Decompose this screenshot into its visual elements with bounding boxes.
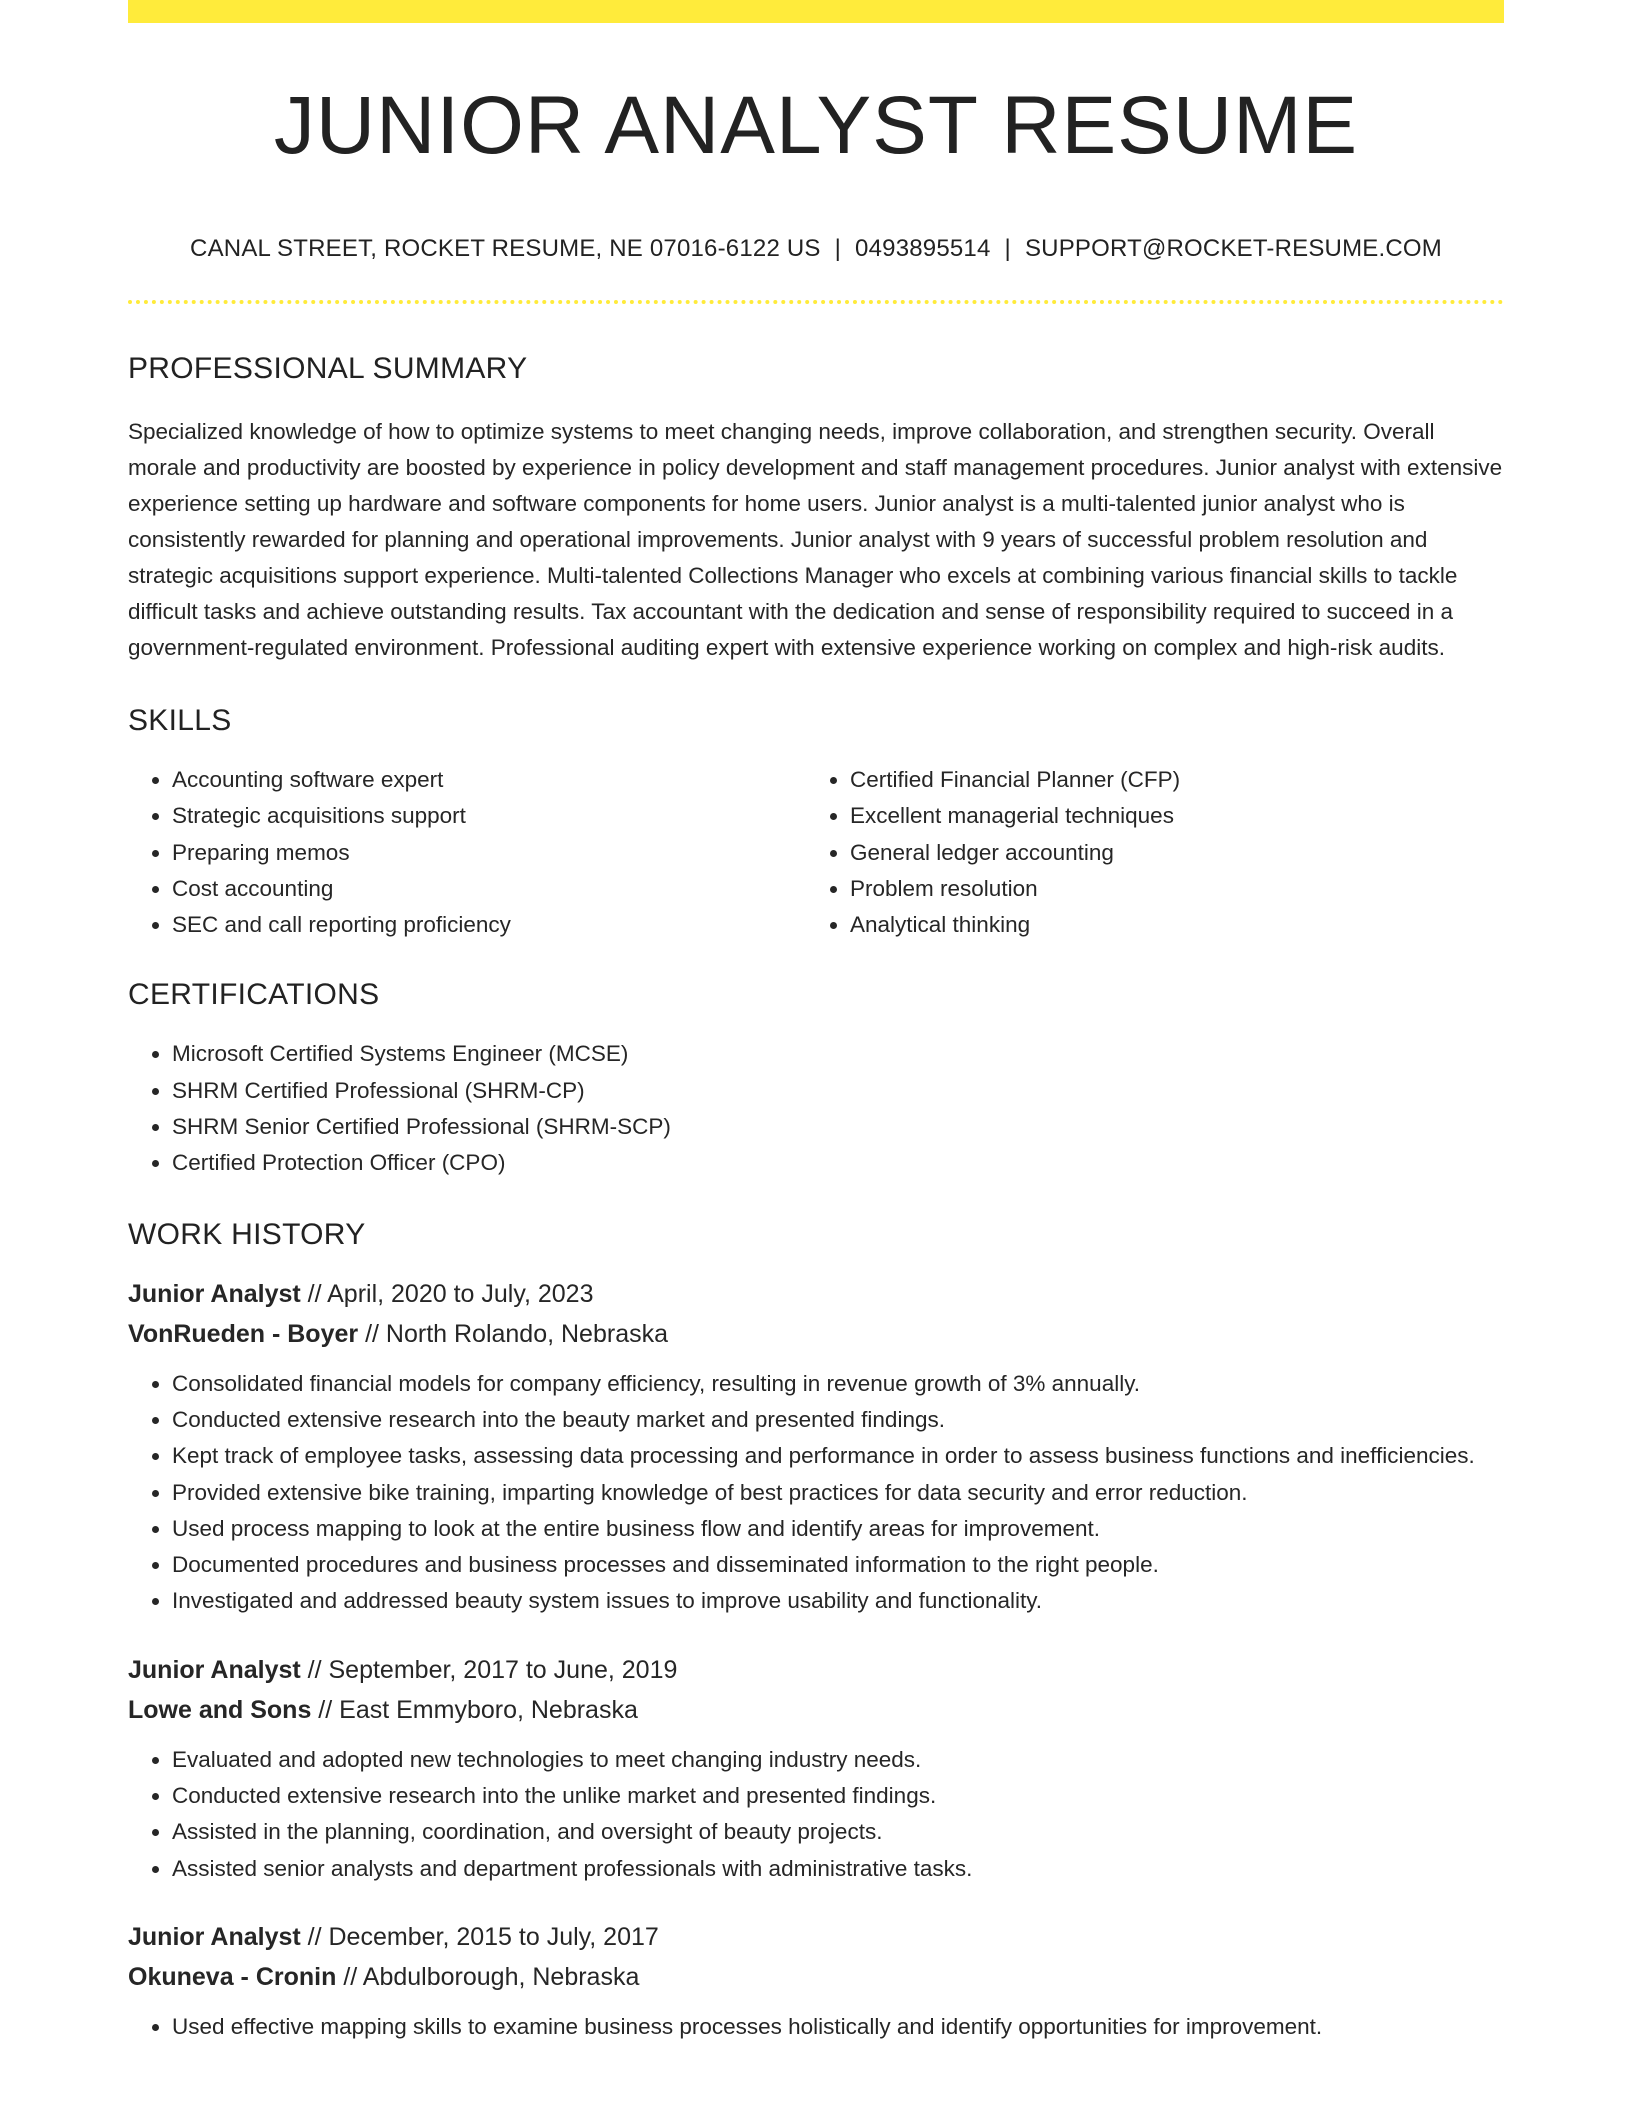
certification-item: • SHRM Senior Certified Professional (SHRM-SCP) <box>172 1109 1504 1145</box>
job-bullet: • Provided extensive bike training, imparting knowledge of best practices for data security and error reduction. <box>172 1475 1504 1511</box>
job-location: // East Emmyboro, Nebraska <box>311 1695 638 1724</box>
job-bullet: • Conducted extensive research into the beauty market and presented findings. <box>172 1402 1504 1438</box>
job-dates: // April, 2020 to July, 2023 <box>300 1279 594 1308</box>
job-company-line <box>128 1314 1504 1354</box>
skill-item: • Accounting software expert <box>172 762 806 798</box>
job-company: VonRueden - Boyer <box>128 1319 359 1348</box>
skills-column-left <box>128 762 806 943</box>
job-bullet: • Used process mapping to look at the entire business flow and identify areas for improvement. <box>172 1511 1504 1547</box>
job-bullet: • Used effective mapping skills to examine business processes holistically and identify opportunities for improvement. <box>172 2009 1504 2045</box>
job-bullets <box>128 1742 1504 1887</box>
skills-list-right <box>806 762 1484 943</box>
job-title-line <box>128 1274 1504 1314</box>
job-dates: // December, 2015 to July, 2017 <box>300 1922 659 1951</box>
certification-item: • SHRM Certified Professional (SHRM-CP) <box>172 1073 1504 1109</box>
job-company: Okuneva - Cronin <box>128 1962 337 1991</box>
resume-title: JUNIOR ANALYST RESUME <box>273 80 1359 171</box>
skill-item: • Problem resolution <box>850 871 1484 907</box>
resume-page <box>128 0 1504 2045</box>
job-bullet: • Assisted in the planning, coordination, and oversight of beauty projects. <box>172 1814 1504 1850</box>
job-title-line <box>128 1650 1504 1690</box>
job-title-line <box>128 1917 1504 1957</box>
job-title: Junior Analyst <box>128 1655 301 1684</box>
certification-item: • Microsoft Certified Systems Engineer (MCSE) <box>172 1036 1504 1072</box>
job-bullet: • Investigated and addressed beauty system issues to improve usability and functionality. <box>172 1583 1504 1619</box>
contact-separator: | <box>834 235 842 262</box>
summary-heading: PROFESSIONAL SUMMARY <box>128 352 528 385</box>
job-dates: // September, 2017 to June, 2019 <box>300 1655 678 1684</box>
skill-item: • SEC and call reporting proficiency <box>172 907 806 943</box>
skill-item: • Preparing memos <box>172 835 806 871</box>
contact-line <box>128 237 1504 261</box>
skill-item: • Cost accounting <box>172 871 806 907</box>
skill-item: • General ledger accounting <box>850 835 1484 871</box>
dotted-divider <box>128 300 1504 304</box>
job-title: Junior Analyst <box>128 1922 301 1951</box>
contact-email: SUPPORT@ROCKET-RESUME.COM <box>1024 235 1442 262</box>
certifications-heading: CERTIFICATIONS <box>128 978 380 1012</box>
job-bullet: • Evaluated and adopted new technologies to meet changing industry needs. <box>172 1742 1504 1778</box>
work-history-heading: WORK HISTORY <box>128 1217 366 1251</box>
job-bullet: • Consolidated financial models for company efficiency, resulting in revenue growth of 3% annually. <box>172 1366 1504 1402</box>
skills-column-right <box>806 762 1484 943</box>
summary-text: Specialized knowledge of how to optimize systems to meet changing needs, improve collaboration, and strengthen security. Overall morale and productivity are boosted by experience in policy development and staff management procedures. Junior analyst with extensive experience setting up hardware and software components for home users. Junior analyst is a multi-talented junior analyst who is consistently rewarded for planning and operational improvements. Junior analyst with 9 years of successful problem resolution and strategic acquisitions support experience. Multi-talented Collections Manager who excels at combining various financial skills to tackle difficult tasks and achieve outstanding results. Tax accountant with the dedication and sense of responsibility required to succeed in a government-regulated environment. Professional auditing expert with extensive experience working on complex and high-risk audits. <box>128 419 1503 660</box>
job-location: // Abdulborough, Nebraska <box>336 1962 640 1991</box>
contact-phone: 0493895514 <box>855 235 991 262</box>
certifications-list <box>128 1036 1504 1181</box>
contact-separator: | <box>1004 235 1011 262</box>
job-bullet: • Assisted senior analysts and department professionals with administrative tasks. <box>172 1851 1504 1887</box>
skill-item: • Analytical thinking <box>850 907 1484 943</box>
job-company: Lowe and Sons <box>128 1695 312 1724</box>
skill-item: • Excellent managerial techniques <box>850 798 1484 834</box>
top-accent-bar <box>128 0 1504 23</box>
skill-item: • Strategic acquisitions support <box>172 798 806 834</box>
job-bullets <box>128 1366 1504 1620</box>
skill-item: • Certified Financial Planner (CFP) <box>850 762 1484 798</box>
job-bullet: • Kept track of employee tasks, assessing data processing and performance in order to assess business functions and inefficiencies. <box>172 1438 1504 1474</box>
job-location: // North Rolando, Nebraska <box>358 1319 669 1348</box>
certification-item: • Certified Protection Officer (CPO) <box>172 1145 1504 1181</box>
job-company-line <box>128 1690 1504 1730</box>
job-bullet: • Documented procedures and business processes and disseminated information to the right people. <box>172 1547 1504 1583</box>
skills-columns <box>128 762 1504 943</box>
skills-heading: SKILLS <box>128 704 232 737</box>
skills-list-left <box>128 762 806 943</box>
job-bullets <box>128 2009 1504 2045</box>
job-company-line <box>128 1957 1504 1997</box>
job-bullet: • Conducted extensive research into the unlike market and presented findings. <box>172 1778 1504 1814</box>
job-title: Junior Analyst <box>128 1279 301 1308</box>
contact-address: CANAL STREET, ROCKET RESUME, NE 07016-6122 US <box>190 235 821 262</box>
